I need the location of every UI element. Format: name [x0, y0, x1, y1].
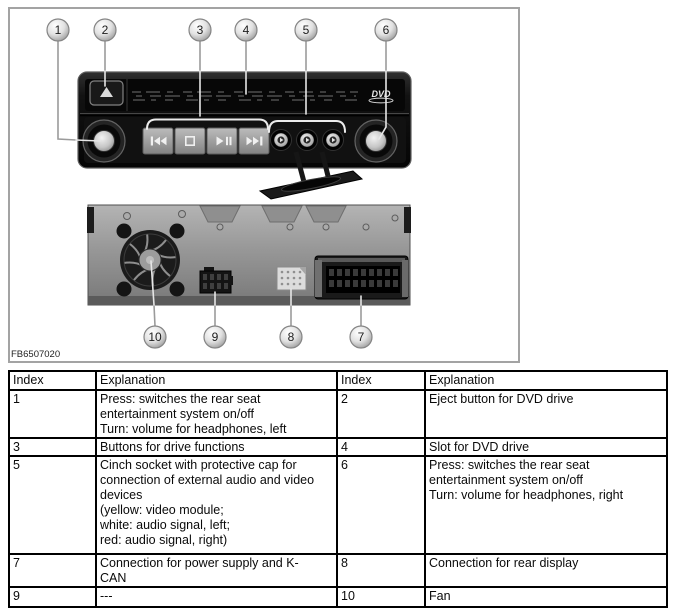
svg-text:6: 6	[382, 23, 390, 38]
index-cell: 8	[337, 554, 425, 587]
fan	[117, 224, 185, 297]
explanation-cell: Connection for power supply and K- CAN	[96, 554, 337, 587]
connector-9	[200, 267, 233, 293]
dvd-slot-area	[85, 79, 405, 111]
explanation-cell: Cinch socket with protective cap for connection of external audio and video devices (yellow: video module; white: audio signal, left; red: audio signal, right)	[96, 456, 337, 554]
explanation-cell: Fan	[425, 587, 667, 607]
explanation-cell: Buttons for drive functions	[96, 438, 337, 456]
callout-3	[189, 19, 211, 41]
header-explanation-right: Explanation	[425, 371, 667, 390]
svg-text:DVD: DVD	[371, 89, 391, 99]
svg-text:3: 3	[196, 23, 204, 38]
table-row	[9, 390, 667, 438]
right-volume-knob	[355, 120, 397, 162]
svg-text:2: 2	[101, 23, 109, 38]
svg-text:10: 10	[148, 330, 162, 345]
index-cell: 6	[337, 456, 425, 554]
explanation-cell: Eject button for DVD drive	[425, 390, 667, 438]
header-index-left: Index	[9, 371, 96, 390]
index-cell: 9	[9, 587, 96, 607]
callout-5	[295, 19, 317, 41]
explanation-cell: Press: switches the rear seat entertainment system on/off Turn: volume for headphones, left	[96, 390, 337, 438]
cinch-socket-video	[271, 130, 292, 151]
rear-view	[87, 205, 411, 305]
callout-1	[47, 19, 69, 41]
cinch-socket-audio-left	[297, 130, 318, 151]
header-explanation-left: Explanation	[96, 371, 337, 390]
index-cell: 1	[9, 390, 96, 438]
previous-button	[143, 128, 173, 154]
panel-notches	[200, 206, 346, 222]
callout-9	[204, 326, 226, 348]
table-header-row	[9, 371, 667, 390]
index-cell: 3	[9, 438, 96, 456]
connector-8	[277, 267, 306, 290]
table-row	[9, 438, 667, 456]
table-row	[9, 456, 667, 554]
play-pause-button	[207, 128, 237, 154]
svg-text:7: 7	[357, 330, 365, 345]
mount-tab-right	[404, 207, 411, 233]
callout-10	[144, 326, 166, 348]
svg-text:9: 9	[211, 330, 219, 345]
mount-tab-left	[87, 207, 94, 233]
explanation-cell: Slot for DVD drive	[425, 438, 667, 456]
svg-text:1: 1	[54, 23, 62, 38]
explanation-cell: ---	[96, 587, 337, 607]
callout-2	[94, 19, 116, 41]
stop-button	[175, 128, 205, 154]
explanation-cell: Connection for rear display	[425, 554, 667, 587]
callout-4	[235, 19, 257, 41]
index-cell: 7	[9, 554, 96, 587]
index-cell: 5	[9, 456, 96, 554]
callout-7	[350, 326, 372, 348]
svg-text:4: 4	[242, 23, 250, 38]
index-cell: 2	[337, 390, 425, 438]
next-button	[239, 128, 269, 154]
index-cell: 4	[337, 438, 425, 456]
figure-code: FB6507020	[11, 349, 61, 360]
svg-text:5: 5	[302, 23, 310, 38]
table-row	[9, 554, 667, 587]
explanation-cell: Press: switches the rear seat entertainment system on/off Turn: volume for headphones, right	[425, 456, 667, 554]
cinch-socket-audio-right	[323, 130, 344, 151]
eject-button	[90, 81, 123, 105]
cinch-sockets	[271, 130, 344, 151]
callout-8	[280, 326, 302, 348]
table-row	[9, 587, 667, 607]
figure-frame	[9, 8, 519, 362]
connector-7	[315, 256, 408, 299]
index-cell: 10	[337, 587, 425, 607]
svg-text:8: 8	[287, 330, 295, 345]
header-index-right: Index	[337, 371, 425, 390]
callout-6	[375, 19, 397, 41]
explanation-table	[8, 370, 668, 608]
